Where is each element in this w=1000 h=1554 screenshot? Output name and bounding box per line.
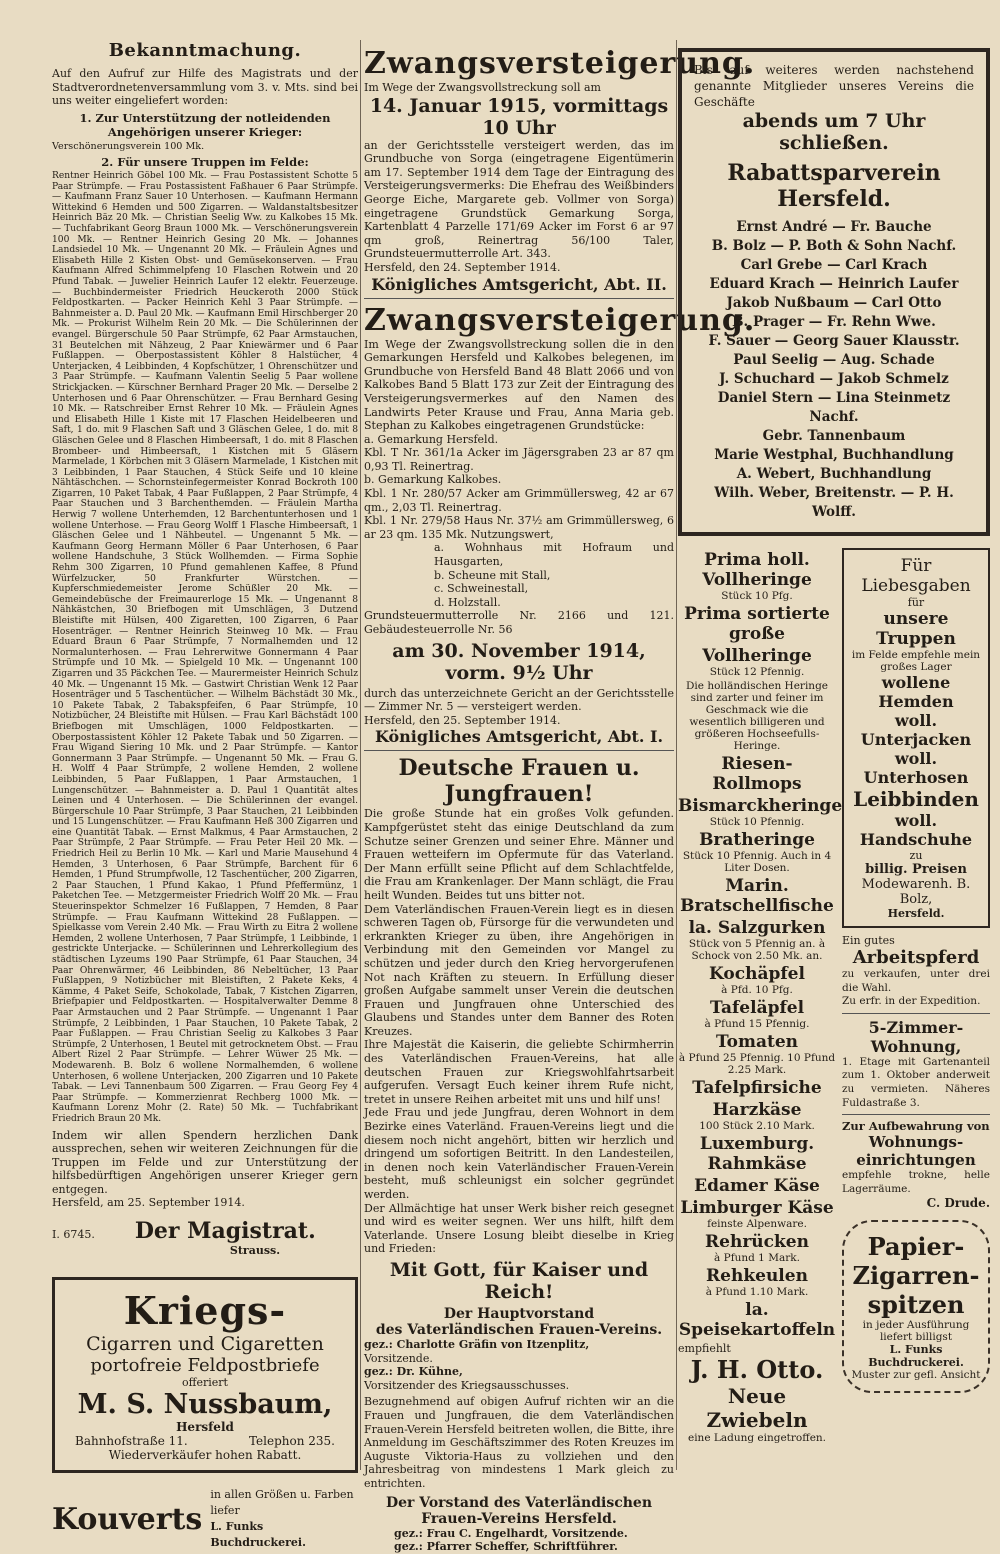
announcement-date: Hersfeld, am 25. September 1914. bbox=[52, 1196, 245, 1210]
shop-item bbox=[678, 646, 836, 678]
closing-verb: schließen. bbox=[779, 132, 889, 154]
paper-l4: in jeder Ausführung liefert billigst bbox=[862, 1319, 970, 1344]
column-divider bbox=[676, 40, 677, 1470]
divider bbox=[364, 750, 674, 751]
shop-item-title: la. Salzgurken bbox=[688, 918, 826, 938]
member-row: J. Schuchard — Jakob Schmelz bbox=[719, 371, 949, 387]
column-left bbox=[52, 40, 358, 1551]
reference-number: I. 6745. bbox=[52, 1228, 95, 1242]
shop-item-title: Limburger Käse bbox=[680, 1198, 834, 1218]
member-list bbox=[694, 218, 974, 522]
paper-l2: Zigarren- bbox=[852, 1261, 980, 1291]
auction1-place-date: Hersfeld, den 24. September 1914. bbox=[364, 260, 561, 274]
shop-item bbox=[678, 1266, 836, 1298]
gifts-i4: Leibbinden bbox=[853, 787, 979, 811]
auction2-title: Zwangsversteigerung. bbox=[364, 302, 756, 338]
member-row: Gebr. Tannenbaum bbox=[762, 428, 906, 444]
shop-item bbox=[678, 1232, 836, 1264]
auction1-text: an der Gerichtsstelle versteigert werden, das im Grundbuche von Sorga (eingetragene Eigentümerin am 17. September 1914 dem Tage der Eintragung des Versteigerungsvermerks: Die Ehefrau des Weißbinders George Eiche, Margarete geb. Vollmer von Sorga) eingetragene Grundstück Gemarkung Sorga, Kartenblatt 4 Parzelle 171/69 Acker im Forst 6 ar 97 qm groß, Reinertrag 56/100 Taler, Grundsteuermutterrolle Art. 343. bbox=[364, 138, 674, 261]
storage-title: Wohnungs-einrichtungen bbox=[856, 1133, 976, 1170]
shop-item bbox=[678, 998, 836, 1030]
auction2-b2b: b. Scheune mit Stall, bbox=[434, 568, 551, 582]
closing-notice bbox=[678, 48, 990, 536]
shop-item-price: à Pfd. 10 Pfg. bbox=[721, 984, 793, 996]
shop-item-title: Rehrücken bbox=[705, 1232, 809, 1252]
kouverts-ad bbox=[52, 1487, 358, 1551]
gifts-i5: woll. Handschuhe bbox=[859, 811, 973, 849]
storage-intro: Zur Aufbewahrung von bbox=[842, 1119, 990, 1134]
divider bbox=[364, 298, 674, 299]
shop-item-price: à Pfund 25 Pfennig. 10 Pfund 2.25 Mark. bbox=[678, 1052, 836, 1076]
shop-item bbox=[678, 680, 836, 752]
shop-recommends: empfiehlt bbox=[678, 1342, 731, 1355]
gifts-l3: unsere Truppen bbox=[876, 609, 956, 649]
appeal-sign1: gez.: Charlotte Gräfin von Itzenplitz, bbox=[364, 1337, 590, 1351]
shop-item-price: Die holländischen Heringe sind zarter und feiner im Geschmack wie die wesentlich billigeren und größeren Hochseefulls-Heringe. bbox=[685, 680, 829, 752]
auction2-b1: Kbl. 1 Nr. 280/57 Acker am Grimmüllersweg, 42 ar 67 qm., 2,03 Tl. Reinertrag. bbox=[364, 487, 674, 514]
member-row: B. Bolz — P. Both & Sohn Nachf. bbox=[711, 238, 957, 254]
thanks-text: Indem wir allen Spendern herzlichen Dank aussprechen, sehen wir weiteren Zeichnungen für die Truppen im Felde und zur Unterstützung der hilfsbedürftigen Angehörigen unserer Krieger gern entgegen. bbox=[52, 1128, 358, 1196]
horse-ad bbox=[842, 934, 990, 1009]
paper-ad bbox=[842, 1220, 990, 1393]
appeal-p1: Die große Stunde hat ein großes Volk gefunden. Kampfgerüstet steht das einige Deutschland da zum Schutze seiner Grenzen und seiner Ehre. Männer und Frauen wetteifern im Opfermute für das Vaterland. Der Mann erfüllt seine Pflicht auf dem Schlachtfelde, die Frau am Krankenlager. Der Mann schlägt, die Frau heilt Wunden. Beides tut uns bitter not. bbox=[364, 807, 674, 902]
appeal-title: Deutsche Frauen u. Jungfrauen! bbox=[398, 755, 640, 808]
horse-intro: Ein gutes bbox=[842, 934, 895, 947]
column-right bbox=[678, 40, 990, 1444]
shop-item-title: Bismarckheringe bbox=[678, 796, 843, 816]
shop-item bbox=[678, 830, 836, 874]
section-2-title: 2. Für unsere Truppen im Felde: bbox=[101, 155, 309, 170]
member-row: Marie Westphal, Buchhandlung bbox=[714, 447, 954, 463]
shop-item-title: Harzkäse bbox=[712, 1100, 802, 1120]
donations-list: Rentner Heinrich Göbel 100 Mk. — Frau Postassistent Schotte 5 Paar Strümpfe. — Frau Postassistent Faßhauer 6 Paar Strümpfe. — Kaufmann Franz Sauer 10 Unterhosen. — Kaufmann Hermann Wittekind 6 Hemden und 500 Zigarren. — Waldanstaltsbesitzer Heinrich Bäz 20 Mk. — Christian Seelig Ww. zu Kalkobes 15 Mk. — Tuchfabrikant Georg Braun 1000 Mk. — Verschönerungsverein 100 Mk. — Rentner Heinrich Gesing 20 Mk. — Johannes Landsiedel 10 Mk. — Ungenannt 20 Mk. — Fräulein Agnes und Elisabeth Hille 2 Kisten Obst- und Gemüsekonserven. — Frau Kaufmann Alfred Schimmelpfeng 10 Flaschen Rotwein und 20 Pfund Tabak. — Juwelier Heinrich Laufer 12 elektr. Feuerzeuge. — Buchbindermeister Friedrich Heuckeroth 2000 Stück Feldpostkarten. — Packer Heinrich Kehl 3 Paar Strümpfe. — Bahnmeister a. D. Paul 20 Mk. — Kaufmann Emil Hirschberger 20 Mk. — Prokurist Wilhelm Rein 20 Mk. — Die Schülerinnen der evangel. Bürgerschule 50 Paar Strümpfe, 62 Paar Armstauchen, 31 Beutelchen mit Nähzeug, 2 Paar Kniewärmer und 6 Paar Fußlappen. — Oberpostassistent Köhler 8 Halstücher, 4 Unterjacken, 4 Leibbinden, 4 Kopfschützer, 1 Ohrenschützer und 3 Paar Strümpfe. — Kaufmann Valentin Seelig 5 Paar wollene Strickjacken. — Kürschner Bernhard Prager 20 Mk. — Derselbe 2 Unterhosen und 6 Paar Ohrenschützer. — Frau Bernhard Gesing 10 Mk. — Ratschreiber Ernst Rehrer 10 Mk. — Fräulein Agnes und Elisabeth Hille 1 Kiste mit 17 Flaschen Heidelbeeren und Saft, 1 do. mit 9 Flaschen Saft und 3 Gläschen Gelee, 1 do. mit 8 Gläschen Gelee und 8 Flaschen Himbeersaft, 1 do. mit 8 Flaschen Brombeer- und Himbeersaft, 1 Kistchen mit 5 Gläsern Marmelade, 1 Körbchen mit 3 Gläsern Marmelade, 1 Kistchen mit 3 Leibbinden, 1 Paar Stauchen, 4 Stück Seife und 10 kleine Nähtäschchen. — Schornsteinfegermeister Konrad Bockroth 100 Zigarren, 10 Paket Tabak, 4 Paar Fußlappen, 2 Paar Strümpfe, 4 Paar Stauchen und 3 Barchenthemden. — Fräulein Martha Herwig 7 wollene Unterhemden, 12 Barchentunterhosen und 1 wollene Unterhose. — Frau Georg Wolff 1 Flasche Himbeersaft, 1 Gläschen Gelee und 1 Nähbeutel. — Ungenannt 5 Mk. — Kaufmann Georg Hermann Möller 6 Paar Unterhosen, 6 Paar wollene Handschuhe, 3 Stück Wollhemden. — Firma Sophie Rehm 300 Zigarren, 10 Pfund gemahlenen Kaffee, 8 Pfund Würfelzucker, 50 Frankfurter Würstchen. — Kupferschmiedemeister Jerome Schüßler 20 Mk. — Gemeindebüsche der Freimaurerloge 15 Mk. — Ungenannt 8 Nähkästchen, 30 Briefbogen mit Umschlägen, 3 Dutzend Bleistifte mit Hülsen, 400 Zigaretten, 100 Zigarren, 6 Paar Hosenträger. — Rentner Heinrich Steinweg 10 Mk. — Frau Eduard Braun 6 Paar Strümpfe, 7 Normalhemden und 12 Normalunterhosen. — Frau Lehrerwitwe Gonnermann 4 Paar Strümpfe und 10 Mk. — Spielgeld 10 Mk. — Ungenannt 100 Zigarren und 35 Päckchen Tee. — Maurermeister Heinrich Schulz 40 Mk. — Ungenannt 15 Mk. — Gastwirt Christian Wenk 12 Paar Hosenträger und 5 Taschentücher. — Wilhelm Bächstädt 30 Mk., 10 Pakete Tabak, 2 Tabakspfeifen, 6 Paar Strümpfe, 10 Notizbücher, 24 Bleistifte mit Hülsen. — Frau Karl Bächstädt 100 Briefbogen mit Umschlägen, 1000 Feldpostkarten. — Oberpostassistent Köhler 12 Pakete Tabak und 50 Zigarren. — Frau Wigand Siering 10 Mk. und 2 Paar Strümpfe. — Kantor Gonnermann 3 Paar Strümpfe. — Ungenannt 50 Mk. — Frau G. H. Wolff 4 Paar Strümpfe, 2 wollene Hemden, 2 wollene Leibbinden, 5 Paar Fußlappen, 1 Paar Armstauchen, 1 Lungenschützer. — Bahnmeister a. D. Paul 1 Quantität altes Leinen und 4 Unterhosen. — Die Schülerinnen der evangel. Bürgerschule 10 Paar Strümpfe, 3 Paar Stauchen, 21 Leibbinden und 15 Lungenschützer. — Frau Kaufmann Heß 300 Zigarren und eine Quantität Tabak. — Ernst Malkmus, 4 Paar Armstauchen, 2 Paar Strümpfe, 2 Paar Strümpfe. — Frau Peter Heil 20 Mk. — Friedrich Heil zu Berlin 10 Mk. — Karl und Marie Mausehund 4 Hemden, 3 Unterhosen, 6 Paar Strümpfe, Barchent für 6 Hemden, 1 Pfund Strumpfwolle, 12 Taschentücher, 200 Zigarren, 2 Paar Stauchen, 1 Pfund Kakao, 1 Pfund Pfeffermünz, 1 Paketchen Tee. — Metzgermeister Friedrich Wolff 20 Mk. — Frau Steuerinspektor Schmelzer 16 Fußlappen, 7 Hemden, 8 Paar Strümpfe. — Frau Kaufmann Wittekind 28 Fußlappen. — Spielkasse vom Verein 2.40 Mk. — Frau Wirth zu Eitra 2 wollene Hemden, 2 wollene Unterhosen, 7 Paar Strümpfe, 1 Leibbinde, 1 gestrickte Unterjacke. — Schülerinnen und Lehrerkollegium des städtischen Lyzeums 190 Paar Strümpfe, 61 Paar Stauchen, 34 Paar Ohrenwärmer, 46 Leibbinden, 86 Nebeltücher, 13 Paar Fußlappen, 9 Notizbücher mit Bleistiften, 2 Pakete Keks, 4 Kämme, 4 Paket Seife, Schokolade, Tabak, 7 Kistchen Zigarren, Briefpapier und Feldpostkarten. — Hospitalverwalter Demme 8 Paar Armstauchen und 2 Paar Strümpfe. — Ungenannt 1 Paar Strümpfe, 2 Leibbinden, 1 Paar Stauchen, 10 Pakete Tabak, 2 Paar Fußlappen. — Frau Christian Seelig zu Kalkobes 3 Paar Strümpfe, 2 Unterhosen, 1 Beutel mit getrocknetem Obst. — Frau Albert Rizel 2 Paar Strümpfe. — Lehrer Wüwer 25 Mk. — Modewarenh. B. Bolz 6 wollene Normalhemden, 6 wollene Unterhosen, 6 wollene Unterjacken, 200 Zigarren und 10 Pakete Tabak. — Levi Tannenbaum 500 Zigarren. — Frau Georg Fey 4 Paar Strümpfe. — Kommerzienrat Rechberg 1000 Mk. — Kaufmann Lorenz Mohr (2. Rate) 50 Mk. — Tuchfabrikant Friedrich Braun 20 Mk. bbox=[52, 171, 358, 1124]
signature-line bbox=[52, 1218, 358, 1244]
signer-name: Strauss. bbox=[229, 1244, 281, 1258]
shop-item-price: Stück 10 Pfg. bbox=[721, 590, 793, 602]
shop-item-title: Tafeläpfel bbox=[709, 998, 805, 1018]
auction1-date: 14. Januar 1915, vormittags 10 Uhr bbox=[369, 94, 669, 139]
auction2-place-date: Hersfeld, den 25. September 1914. bbox=[364, 713, 561, 727]
auction2-b2d: d. Holzstall. bbox=[434, 595, 501, 609]
nussbaum-name: M. S. Nussbaum, bbox=[77, 1389, 333, 1421]
auction1-title: Zwangsversteigerung. bbox=[364, 46, 756, 81]
auction1-court: Königliches Amtsgericht, Abt. II. bbox=[371, 274, 667, 294]
auction2-rolls: Grundsteuermutterrolle Nr. 2166 und 121. Gebäudesteuerrolle Nr. 56 bbox=[364, 609, 674, 636]
shop-item-title: Marin. Bratschellfische bbox=[680, 876, 834, 916]
auction2-b: b. Gemarkung Kalkobes. bbox=[364, 473, 502, 487]
gifts-l8: Hersfeld. bbox=[887, 907, 945, 920]
gifts-i3: woll. Unterhosen bbox=[863, 749, 969, 787]
shop-item bbox=[678, 754, 836, 794]
divider bbox=[842, 1114, 990, 1115]
appeal-p6: Bezugnehmend auf obigen Aufruf richten wir an die Frauen und Jungfrauen, die dem Vaterländischen Frauen-Verein Hersfeld beitreten wollen, die Bitte, ihre Anmeldung im Geschäftszimmer des Roten Kreuzes im Auguste Viktoria-Haus zu vollziehen und den Jahresbeitrag von mindestens 1 Mark gleich zu entrichten. bbox=[364, 1395, 674, 1490]
appeal-p3: Ihre Majestät die Kaiserin, die geliebte Schirmherrin des Vaterländischen Frauen-Vereins, hat alle deutschen Frauen zur Kriegswohlfahrtsarbeit aufgerufen. Versagt Euch keiner ihrem Rufe nicht, tretet in unsere Reihen arbeitet mit uns und hilf uns! bbox=[364, 1038, 674, 1106]
gifts-i2: woll. Unterjacken bbox=[860, 711, 972, 749]
shop-item bbox=[678, 1198, 836, 1230]
shop-item-title: Luxemburg. Rahmkäse bbox=[699, 1134, 815, 1174]
divider bbox=[842, 1013, 990, 1014]
member-row: F. Sauer — Georg Sauer Klausstr. bbox=[708, 333, 960, 349]
appeal-board1: Der Hauptvorstand bbox=[443, 1305, 595, 1322]
closing-time: abends um 7 Uhr bbox=[742, 110, 926, 132]
appeal-sign3: gez.: Frau C. Engelhardt, Vorsitzende. bbox=[394, 1526, 628, 1540]
gifts-l2: für bbox=[907, 596, 925, 609]
shop-item-price: 100 Stück 2.10 Mark. bbox=[699, 1120, 815, 1132]
member-row: Carl Grebe — Carl Krach bbox=[740, 257, 928, 273]
auction2-b2: Kbl. 1 Nr. 279/58 Haus Nr. 37½ am Grimmüllersweg, 6 ar 23 qm. 135 Mk. Nutzungswert, bbox=[364, 514, 674, 541]
nussbaum-line1: Cigarren und Cigaretten bbox=[86, 1333, 324, 1356]
shop-item bbox=[678, 796, 843, 828]
shop-item-title: Edamer Käse bbox=[694, 1176, 820, 1196]
announcement-intro: Auf den Aufruf zur Hilfe des Magistrats und der Stadtverordnetenversammlung vom 3. v. Mts. sind bei uns weiter eingeliefert worden: bbox=[52, 67, 358, 108]
nussbaum-rebate: Wiederverkäufer hohen Rabatt. bbox=[108, 1448, 302, 1463]
appeal-board2: des Vaterländischen Frauen-Vereins. bbox=[375, 1321, 663, 1338]
shop-item-title: Tomaten bbox=[715, 1032, 799, 1052]
flat-text: 1. Etage mit Gartenanteil zum 1. Oktober anderweit zu vermieten. Näheres Fuldastraße 3. bbox=[842, 1055, 990, 1109]
paper-l1: Papier- bbox=[867, 1232, 965, 1262]
gifts-l5: zu bbox=[909, 849, 923, 862]
shop-item-price: à Pfund 1 Mark. bbox=[714, 1252, 800, 1264]
shop-item-price: Stück 10 Pfennig. Auch in 4 Liter Dosen. bbox=[682, 850, 832, 874]
shop-item-price: à Pfund 15 Pfennig. bbox=[704, 1018, 810, 1030]
section-1-text: Verschönerungsverein 100 Mk. bbox=[52, 140, 205, 152]
shop-item bbox=[678, 550, 836, 602]
storage-text: empfehle trokne, helle Lagerräume. bbox=[842, 1169, 990, 1195]
appeal-motto: Mit Gott, für Kaiser und Reich! bbox=[389, 1258, 649, 1303]
shop-item-price: Stück von 5 Pfennig an. à Schock von 2.50 Mk. an. bbox=[688, 938, 826, 962]
shop-name: J. H. Otto. bbox=[690, 1355, 824, 1384]
nussbaum-street: Bahnhofstraße 11. bbox=[75, 1434, 188, 1449]
gifts-ad bbox=[842, 548, 990, 928]
auction1-intro: Im Wege der Zwangsvollstreckung soll am bbox=[364, 81, 601, 94]
storage-ad bbox=[842, 1119, 990, 1210]
auction2-b2a: a. Wohnhaus mit Hofraum und Hausgarten, bbox=[434, 541, 674, 569]
appeal-p2: Dem Vaterländischen Frauen-Verein liegt es in diesen schweren Tagen ob, Fürsorge für die verwundeten und erkrankten Krieger zu üben, ihre Angehörigen in Verbindung mit den Gemeinden vor Mangel zu schützen und jeder durch den Krieg hervorgerufenen Not nach Kräften zu steuern. In Erfüllung dieser großen Aufgabe sammelt unser Verein die deutschen Frauen und Jungfrauen ohne Unterschied des Glaubens und Standes unter dem Banner des Roten Kreuzes. bbox=[364, 902, 674, 1038]
paper-l6: Muster zur gefl. Ansicht bbox=[851, 1369, 981, 1382]
flat-title: 5-Zimmer-Wohnung, bbox=[868, 1017, 964, 1056]
shop-onions: Neue Zwiebeln bbox=[706, 1384, 808, 1432]
nussbaum-city: Hersfeld bbox=[176, 1420, 234, 1435]
shop-item-price: feinste Alpenware. bbox=[707, 1218, 807, 1230]
storage-name: C. Drude. bbox=[926, 1196, 990, 1211]
shop-item bbox=[678, 918, 836, 962]
shop-items bbox=[678, 550, 843, 1340]
member-row: Ernst André — Fr. Bauche bbox=[736, 219, 932, 235]
shop-item-title: Riesen-Rollmops bbox=[712, 754, 802, 794]
shop-item-title: Prima sortierte große bbox=[684, 604, 830, 644]
shop-item-price: Stück 12 Pfennig. bbox=[709, 666, 805, 678]
column-divider bbox=[360, 40, 361, 1470]
paper-l5: L. Funks Buchdruckerei. bbox=[868, 1343, 964, 1370]
shop-item bbox=[678, 1134, 836, 1174]
appeal-sign1-role: Vorsitzende. bbox=[364, 1351, 433, 1365]
nussbaum-ad bbox=[52, 1277, 358, 1473]
appeal-sign2-role: Vorsitzender des Kriegsausschusses. bbox=[364, 1378, 570, 1392]
closing-intro: Bis auf weiteres werden nachstehend genannte Mitglieder unseres Vereins die Geschäfte bbox=[694, 63, 974, 109]
shop-item bbox=[678, 604, 836, 644]
shop-item-title: Kochäpfel bbox=[709, 964, 805, 984]
appeal-sign2: gez.: Dr. Kühne, bbox=[364, 1365, 463, 1379]
section-1-title: 1. Zur Unterstützung der notleidenden Angehörigen unserer Krieger: bbox=[79, 110, 331, 139]
right-small-ads bbox=[842, 548, 990, 1444]
member-row: Wilh. Weber, Breitenstr. — P. H. Wolff. bbox=[714, 485, 954, 520]
auction2-b2c: c. Schweinestall, bbox=[434, 582, 529, 596]
nussbaum-title: Kriegs- bbox=[123, 1288, 287, 1334]
shop-item bbox=[678, 1078, 836, 1098]
shop-item bbox=[678, 1032, 836, 1076]
kouverts-title: Kouverts bbox=[52, 1501, 203, 1537]
horse-ref: Zu erfr. in der Expedition. bbox=[842, 995, 981, 1008]
horse-text: zu verkaufen, unter drei die Wahl. bbox=[842, 968, 990, 994]
gifts-l1: Für Liebesgaben bbox=[861, 556, 971, 596]
auction2-a1: Kbl. T Nr. 361/1a Acker im Jägersgraben 23 ar 87 qm 0,93 Tl. Reinertrag. bbox=[364, 446, 674, 473]
gifts-i1: wollene Hemden bbox=[878, 673, 954, 711]
shop-item-price: à Pfund 1.10 Mark. bbox=[705, 1286, 809, 1298]
shop-item-title: Prima holl. Vollheringe bbox=[702, 550, 812, 590]
otto-shop-ad bbox=[678, 548, 843, 1444]
kouverts-line1: in allen Größen u. Farben liefer bbox=[210, 1488, 354, 1518]
magistrate-signature: Der Magistrat. bbox=[134, 1218, 316, 1245]
club-name: Rabattsparverein Hersfeld. bbox=[727, 160, 941, 212]
flat-ad bbox=[842, 1018, 990, 1110]
announcement-title: Bekanntmachung. bbox=[108, 40, 302, 61]
member-row: Daniel Stern — Lina Steinmetz Nachf. bbox=[717, 390, 951, 425]
appeal-p4: Jede Frau und jede Jungfrau, deren Wohnort in dem Bezirke eines Vaterländ. Frauen-Vereins liegt und die diesem noch nicht angehört, bitten wir herzlich und dringend um sofortigen Beitritt. In den Landesteilen, in denen noch kein Vaterländischer Frauen-Verein besteht, muß schleunigst ein solcher gegründet werden. bbox=[364, 1106, 674, 1201]
member-row: A. Webert, Buchhandlung bbox=[736, 466, 932, 482]
auction2-a: a. Gemarkung Hersfeld. bbox=[364, 432, 499, 446]
paper-l3: spitzen bbox=[867, 1290, 965, 1320]
horse-title: Arbeitspferd bbox=[852, 947, 980, 968]
shop-item bbox=[678, 964, 836, 996]
shop-item bbox=[678, 876, 836, 916]
shop-item-title: Rehkeulen bbox=[706, 1266, 808, 1286]
auction2-court: Königliches Amtsgericht, Abt. I. bbox=[374, 727, 664, 747]
gifts-l7: Modewarenh. B. Bolz, bbox=[861, 877, 971, 907]
appeal-local2: Frauen-Vereins Hersfeld. bbox=[421, 1510, 617, 1527]
shop-item bbox=[678, 1100, 836, 1132]
gifts-l6: billig. Preisen bbox=[865, 862, 967, 877]
nussbaum-line3: offeriert bbox=[182, 1376, 228, 1390]
auction2-text2: durch das unterzeichnete Gericht an der Gerichtsstelle — Zimmer Nr. 5 — versteigert werden. bbox=[364, 686, 674, 714]
nussbaum-phone: Telephon 235. bbox=[248, 1434, 335, 1449]
lower-right-area bbox=[678, 548, 990, 1444]
appeal-sign4: gez.: Pfarrer Scheffer, Schriftführer. bbox=[394, 1540, 618, 1554]
shop-item-title: Vollheringe bbox=[702, 646, 812, 666]
appeal-local1: Der Vorstand des Vaterländischen bbox=[385, 1494, 653, 1511]
shop-item-title: la. Speisekartoffeln bbox=[678, 1300, 836, 1340]
shop-item-title: Bratheringe bbox=[699, 830, 815, 850]
nussbaum-line2: portofreie Feldpostbriefe bbox=[90, 1355, 320, 1377]
shop-item-price: Stück 10 Pfennig. bbox=[709, 816, 805, 828]
kouverts-line2: L. Funks Buchdruckerei. bbox=[210, 1520, 306, 1550]
kouverts-text bbox=[210, 1487, 358, 1551]
nussbaum-address bbox=[61, 1434, 349, 1448]
auction2-text: Im Wege der Zwangsvollstreckung sollen die in den Gemarkungen Hersfeld und Kalkobes belegenen, im Grundbuche von Hersfeld Band 48 Blatt 2066 und von Kalkobes Band 5 Blatt 173 zur Zeit der Eintragung des Versteigerungsvermerkes auf den Namen des Landwirts Peter Krause und Frau, Anna Maria geb. Stephan zu Kalkobes eingetragenen Grundstücke: bbox=[364, 337, 674, 433]
member-row: Eduard Krach — Heinrich Laufer bbox=[709, 276, 959, 292]
shop-item bbox=[678, 1176, 836, 1196]
member-row: Paul Seelig — Aug. Schade bbox=[733, 352, 935, 368]
member-row: B. Prager — Fr. Rehn Wwe. bbox=[732, 314, 936, 330]
shop-arrival: eine Ladung eingetroffen. bbox=[687, 1432, 827, 1444]
member-row: Jakob Nußbaum — Carl Otto bbox=[726, 295, 942, 311]
shop-item-title: Tafelpfirsiche bbox=[692, 1078, 822, 1098]
gifts-l4: im Felde empfehle mein großes Lager bbox=[851, 649, 981, 673]
shop-item bbox=[678, 1300, 836, 1340]
appeal-p5: Der Allmächtige hat unser Werk bisher reich gesegnet und wird es weiter segnen. Wer uns hilft, hilft dem Vaterlande. Unsere Losung bleibt dieselbe in Krieg und Frieden: bbox=[364, 1201, 674, 1256]
auction2-date: am 30. November 1914, vorm. 9½ Uhr bbox=[392, 639, 646, 684]
